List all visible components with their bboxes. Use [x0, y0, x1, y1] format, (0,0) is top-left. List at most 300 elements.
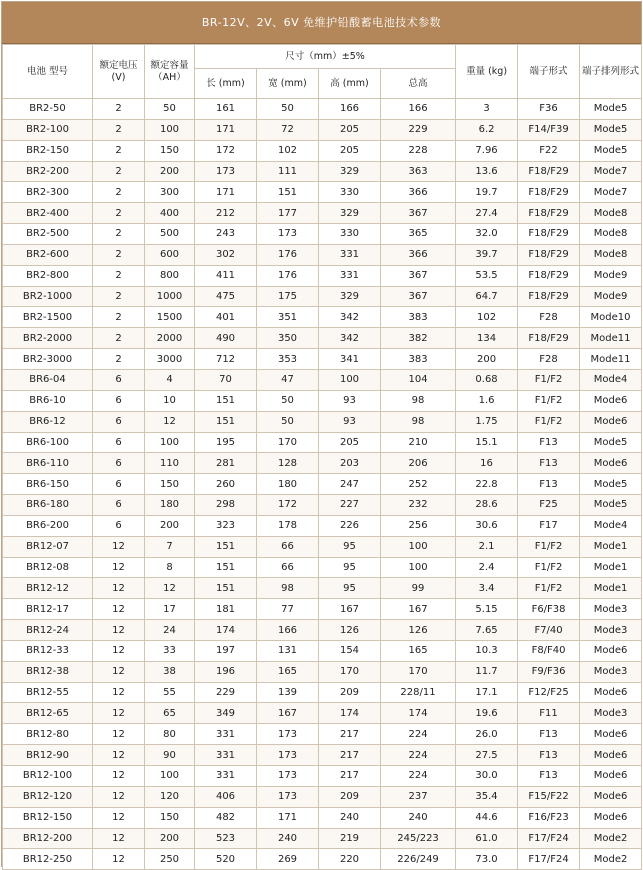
model-cell: BR2-1500: [3, 307, 93, 328]
table-row: [3, 661, 642, 682]
table-row: [3, 766, 642, 787]
terminal-cell: F9/F36: [518, 661, 580, 682]
height-cell: 342: [319, 328, 381, 349]
length-cell: 331: [195, 724, 257, 745]
total-height-cell: 252: [381, 474, 456, 495]
table-row: [3, 536, 642, 557]
layout-cell: Mode2: [580, 849, 642, 870]
total-height-cell: 170: [381, 661, 456, 682]
capacity-cell: 1000: [145, 286, 195, 307]
layout-cell: Mode6: [580, 807, 642, 828]
voltage-cell: 2: [93, 307, 145, 328]
total-height-cell: 224: [381, 724, 456, 745]
weight-cell: 10.3: [456, 640, 518, 661]
layout-cell: Mode2: [580, 828, 642, 849]
voltage-cell: 2: [93, 182, 145, 203]
voltage-cell: 12: [93, 849, 145, 870]
capacity-cell: 150: [145, 474, 195, 495]
height-cell: 95: [319, 536, 381, 557]
voltage-cell: 12: [93, 682, 145, 703]
table-row: [3, 557, 642, 578]
voltage-cell: 12: [93, 703, 145, 724]
width-cell: 176: [257, 265, 319, 286]
table-row: [3, 328, 642, 349]
table-row: [3, 640, 642, 661]
terminal-cell: F8/F40: [518, 640, 580, 661]
model-cell: BR2-500: [3, 224, 93, 245]
layout-cell: Mode6: [580, 724, 642, 745]
model-cell: BR12-38: [3, 661, 93, 682]
height-cell: 329: [319, 161, 381, 182]
total-height-cell: 367: [381, 286, 456, 307]
height-cell: 341: [319, 349, 381, 370]
length-cell: 196: [195, 661, 257, 682]
length-cell: 173: [195, 161, 257, 182]
total-height-cell: 228/11: [381, 682, 456, 703]
layout-cell: Mode3: [580, 620, 642, 641]
length-cell: 712: [195, 349, 257, 370]
weight-cell: 28.6: [456, 495, 518, 516]
table-row: [3, 745, 642, 766]
capacity-cell: 110: [145, 453, 195, 474]
terminal-cell: F17: [518, 515, 580, 536]
width-cell: 151: [257, 182, 319, 203]
model-cell: BR2-3000: [3, 349, 93, 370]
length-cell: 331: [195, 745, 257, 766]
length-cell: 151: [195, 390, 257, 411]
width-cell: 111: [257, 161, 319, 182]
weight-cell: 16: [456, 453, 518, 474]
weight-cell: 22.8: [456, 474, 518, 495]
terminal-cell: F18/F29: [518, 161, 580, 182]
layout-cell: Mode6: [580, 766, 642, 787]
voltage-cell: 2: [93, 119, 145, 140]
header-width: 宽 (mm): [257, 69, 319, 99]
height-cell: 331: [319, 244, 381, 265]
header-model: 电池 型号: [3, 45, 93, 99]
total-height-cell: 383: [381, 307, 456, 328]
capacity-cell: 90: [145, 745, 195, 766]
voltage-cell: 6: [93, 390, 145, 411]
total-height-cell: 383: [381, 349, 456, 370]
table-row: [3, 349, 642, 370]
model-cell: BR12-150: [3, 807, 93, 828]
weight-cell: 11.7: [456, 661, 518, 682]
capacity-cell: 300: [145, 182, 195, 203]
model-cell: BR12-90: [3, 745, 93, 766]
table-row: [3, 453, 642, 474]
capacity-cell: 17: [145, 599, 195, 620]
terminal-cell: F18/F29: [518, 203, 580, 224]
table-header: [3, 45, 642, 99]
weight-cell: 73.0: [456, 849, 518, 870]
total-height-cell: 366: [381, 182, 456, 203]
length-cell: 197: [195, 640, 257, 661]
capacity-cell: 7: [145, 536, 195, 557]
total-height-cell: 367: [381, 203, 456, 224]
table-row: [3, 474, 642, 495]
layout-cell: Mode4: [580, 515, 642, 536]
capacity-cell: 3000: [145, 349, 195, 370]
terminal-cell: F7/40: [518, 620, 580, 641]
terminal-cell: F13: [518, 766, 580, 787]
terminal-cell: F17/F24: [518, 828, 580, 849]
total-height-cell: 206: [381, 453, 456, 474]
width-cell: 176: [257, 244, 319, 265]
height-cell: 217: [319, 724, 381, 745]
capacity-cell: 600: [145, 244, 195, 265]
voltage-cell: 12: [93, 661, 145, 682]
total-height-cell: 367: [381, 265, 456, 286]
layout-cell: Mode5: [580, 474, 642, 495]
total-height-cell: 100: [381, 536, 456, 557]
height-cell: 166: [319, 99, 381, 120]
layout-cell: Mode1: [580, 536, 642, 557]
length-cell: 482: [195, 807, 257, 828]
height-cell: 154: [319, 640, 381, 661]
terminal-cell: F25: [518, 495, 580, 516]
total-height-cell: 98: [381, 390, 456, 411]
layout-cell: Mode5: [580, 99, 642, 120]
length-cell: 151: [195, 578, 257, 599]
total-height-cell: 245/223: [381, 828, 456, 849]
width-cell: 47: [257, 369, 319, 390]
weight-cell: 1.6: [456, 390, 518, 411]
table-row: [3, 849, 642, 870]
voltage-cell: 2: [93, 265, 145, 286]
height-cell: 203: [319, 453, 381, 474]
length-cell: 195: [195, 432, 257, 453]
total-height-cell: 237: [381, 786, 456, 807]
voltage-cell: 12: [93, 807, 145, 828]
length-cell: 151: [195, 536, 257, 557]
model-cell: BR2-50: [3, 99, 93, 120]
table-row: [3, 369, 642, 390]
width-cell: 180: [257, 474, 319, 495]
width-cell: 50: [257, 390, 319, 411]
length-cell: 520: [195, 849, 257, 870]
total-height-cell: 224: [381, 745, 456, 766]
length-cell: 151: [195, 411, 257, 432]
layout-cell: Mode6: [580, 453, 642, 474]
table-row: [3, 786, 642, 807]
voltage-cell: 2: [93, 140, 145, 161]
header-terminal: 端子形式: [518, 45, 580, 99]
width-cell: 72: [257, 119, 319, 140]
header-total-height: 总高: [381, 69, 456, 99]
voltage-cell: 12: [93, 557, 145, 578]
height-cell: 93: [319, 390, 381, 411]
total-height-cell: 174: [381, 703, 456, 724]
width-cell: 175: [257, 286, 319, 307]
header-height: 高 (mm): [319, 69, 381, 99]
voltage-cell: 2: [93, 99, 145, 120]
capacity-cell: 8: [145, 557, 195, 578]
width-cell: 173: [257, 224, 319, 245]
height-cell: 329: [319, 203, 381, 224]
length-cell: 172: [195, 140, 257, 161]
table-row: [3, 99, 642, 120]
weight-cell: 26.0: [456, 724, 518, 745]
model-cell: BR12-08: [3, 557, 93, 578]
terminal-cell: F22: [518, 140, 580, 161]
width-cell: 173: [257, 724, 319, 745]
model-cell: BR12-250: [3, 849, 93, 870]
length-cell: 523: [195, 828, 257, 849]
layout-cell: Mode7: [580, 182, 642, 203]
layout-cell: Mode5: [580, 495, 642, 516]
table-row: [3, 807, 642, 828]
layout-cell: Mode6: [580, 745, 642, 766]
capacity-cell: 250: [145, 849, 195, 870]
layout-cell: Mode9: [580, 286, 642, 307]
length-cell: 151: [195, 557, 257, 578]
voltage-cell: 2: [93, 328, 145, 349]
height-cell: 170: [319, 661, 381, 682]
total-height-cell: 210: [381, 432, 456, 453]
layout-cell: Mode5: [580, 432, 642, 453]
terminal-cell: F12/F25: [518, 682, 580, 703]
length-cell: 174: [195, 620, 257, 641]
width-cell: 172: [257, 495, 319, 516]
terminal-cell: F13: [518, 432, 580, 453]
model-cell: BR6-04: [3, 369, 93, 390]
length-cell: 331: [195, 766, 257, 787]
length-cell: 70: [195, 369, 257, 390]
layout-cell: Mode3: [580, 661, 642, 682]
height-cell: 247: [319, 474, 381, 495]
layout-cell: Mode6: [580, 411, 642, 432]
voltage-cell: 12: [93, 786, 145, 807]
width-cell: 171: [257, 807, 319, 828]
spec-sheet: [1, 1, 642, 867]
terminal-cell: F18/F29: [518, 265, 580, 286]
total-height-cell: 226/249: [381, 849, 456, 870]
height-cell: 167: [319, 599, 381, 620]
model-cell: BR2-100: [3, 119, 93, 140]
total-height-cell: 232: [381, 495, 456, 516]
model-cell: BR6-150: [3, 474, 93, 495]
table-row: [3, 307, 642, 328]
length-cell: 302: [195, 244, 257, 265]
length-cell: 323: [195, 515, 257, 536]
weight-cell: 1.75: [456, 411, 518, 432]
weight-cell: 64.7: [456, 286, 518, 307]
height-cell: 329: [319, 286, 381, 307]
height-cell: 205: [319, 432, 381, 453]
width-cell: 66: [257, 536, 319, 557]
terminal-cell: F18/F29: [518, 286, 580, 307]
total-height-cell: 256: [381, 515, 456, 536]
layout-cell: Mode1: [580, 578, 642, 599]
model-cell: BR6-10: [3, 390, 93, 411]
weight-cell: 30.6: [456, 515, 518, 536]
height-cell: 209: [319, 786, 381, 807]
table-row: [3, 432, 642, 453]
layout-cell: Mode6: [580, 640, 642, 661]
terminal-cell: F13: [518, 453, 580, 474]
header-voltage: 额定电压(V): [93, 45, 145, 99]
terminal-cell: F18/F29: [518, 328, 580, 349]
model-cell: BR6-100: [3, 432, 93, 453]
table-row: [3, 286, 642, 307]
voltage-cell: 2: [93, 349, 145, 370]
width-cell: 98: [257, 578, 319, 599]
capacity-cell: 500: [145, 224, 195, 245]
height-cell: 205: [319, 140, 381, 161]
total-height-cell: 167: [381, 599, 456, 620]
voltage-cell: 12: [93, 724, 145, 745]
capacity-cell: 65: [145, 703, 195, 724]
voltage-cell: 6: [93, 453, 145, 474]
header-dimensions: 尺寸（mm）±5%: [195, 45, 456, 69]
terminal-cell: F1/F2: [518, 369, 580, 390]
height-cell: 100: [319, 369, 381, 390]
model-cell: BR12-33: [3, 640, 93, 661]
terminal-cell: F1/F2: [518, 557, 580, 578]
voltage-cell: 2: [93, 244, 145, 265]
width-cell: 131: [257, 640, 319, 661]
table-row: [3, 828, 642, 849]
capacity-cell: 38: [145, 661, 195, 682]
table-row: [3, 390, 642, 411]
voltage-cell: 6: [93, 411, 145, 432]
layout-cell: Mode11: [580, 328, 642, 349]
weight-cell: 102: [456, 307, 518, 328]
table-row: [3, 265, 642, 286]
model-cell: BR12-65: [3, 703, 93, 724]
height-cell: 93: [319, 411, 381, 432]
length-cell: 243: [195, 224, 257, 245]
width-cell: 240: [257, 828, 319, 849]
header-layout: 端子排列形式: [580, 45, 642, 99]
table-row: [3, 515, 642, 536]
voltage-cell: 2: [93, 224, 145, 245]
terminal-cell: F1/F2: [518, 411, 580, 432]
voltage-cell: 12: [93, 745, 145, 766]
height-cell: 331: [319, 265, 381, 286]
terminal-cell: F11: [518, 703, 580, 724]
table-row: [3, 161, 642, 182]
voltage-cell: 6: [93, 369, 145, 390]
weight-cell: 32.0: [456, 224, 518, 245]
width-cell: 139: [257, 682, 319, 703]
width-cell: 350: [257, 328, 319, 349]
terminal-cell: F13: [518, 724, 580, 745]
model-cell: BR2-600: [3, 244, 93, 265]
terminal-cell: F1/F2: [518, 390, 580, 411]
voltage-cell: 2: [93, 286, 145, 307]
capacity-cell: 12: [145, 578, 195, 599]
model-cell: BR12-55: [3, 682, 93, 703]
table-row: [3, 578, 642, 599]
layout-cell: Mode6: [580, 786, 642, 807]
model-cell: BR12-12: [3, 578, 93, 599]
width-cell: 66: [257, 557, 319, 578]
layout-cell: Mode5: [580, 140, 642, 161]
total-height-cell: 166: [381, 99, 456, 120]
capacity-cell: 100: [145, 119, 195, 140]
terminal-cell: F13: [518, 745, 580, 766]
capacity-cell: 200: [145, 161, 195, 182]
table-row: [3, 682, 642, 703]
spec-table: [2, 44, 642, 870]
length-cell: 475: [195, 286, 257, 307]
terminal-cell: F14/F39: [518, 119, 580, 140]
weight-cell: 19.7: [456, 182, 518, 203]
total-height-cell: 98: [381, 411, 456, 432]
height-cell: 174: [319, 703, 381, 724]
capacity-cell: 200: [145, 828, 195, 849]
width-cell: 173: [257, 745, 319, 766]
terminal-cell: F28: [518, 307, 580, 328]
length-cell: 281: [195, 453, 257, 474]
total-height-cell: 126: [381, 620, 456, 641]
model-cell: BR2-1000: [3, 286, 93, 307]
width-cell: 77: [257, 599, 319, 620]
total-height-cell: 229: [381, 119, 456, 140]
model-cell: BR2-2000: [3, 328, 93, 349]
table-row: [3, 703, 642, 724]
height-cell: 227: [319, 495, 381, 516]
layout-cell: Mode6: [580, 682, 642, 703]
model-cell: BR6-12: [3, 411, 93, 432]
height-cell: 330: [319, 224, 381, 245]
voltage-cell: 6: [93, 515, 145, 536]
width-cell: 50: [257, 411, 319, 432]
height-cell: 220: [319, 849, 381, 870]
width-cell: 353: [257, 349, 319, 370]
table-row: [3, 140, 642, 161]
layout-cell: Mode3: [580, 599, 642, 620]
layout-cell: Mode10: [580, 307, 642, 328]
terminal-cell: F17/F24: [518, 849, 580, 870]
model-cell: BR2-300: [3, 182, 93, 203]
length-cell: 229: [195, 682, 257, 703]
width-cell: 128: [257, 453, 319, 474]
length-cell: 406: [195, 786, 257, 807]
length-cell: 171: [195, 182, 257, 203]
height-cell: 205: [319, 119, 381, 140]
table-row: [3, 599, 642, 620]
width-cell: 102: [257, 140, 319, 161]
layout-cell: Mode8: [580, 224, 642, 245]
voltage-cell: 12: [93, 578, 145, 599]
layout-cell: Mode3: [580, 703, 642, 724]
height-cell: 209: [319, 682, 381, 703]
terminal-cell: F15/F22: [518, 786, 580, 807]
total-height-cell: 104: [381, 369, 456, 390]
model-cell: BR2-400: [3, 203, 93, 224]
weight-cell: 0.68: [456, 369, 518, 390]
table-row: [3, 182, 642, 203]
model-cell: BR12-07: [3, 536, 93, 557]
total-height-cell: 165: [381, 640, 456, 661]
length-cell: 349: [195, 703, 257, 724]
weight-cell: 15.1: [456, 432, 518, 453]
weight-cell: 134: [456, 328, 518, 349]
table-row: [3, 620, 642, 641]
model-cell: BR12-24: [3, 620, 93, 641]
terminal-cell: F28: [518, 349, 580, 370]
terminal-cell: F36: [518, 99, 580, 120]
weight-cell: 35.4: [456, 786, 518, 807]
capacity-cell: 10: [145, 390, 195, 411]
weight-cell: 27.5: [456, 745, 518, 766]
table-row: [3, 244, 642, 265]
layout-cell: Mode5: [580, 119, 642, 140]
voltage-cell: 12: [93, 599, 145, 620]
